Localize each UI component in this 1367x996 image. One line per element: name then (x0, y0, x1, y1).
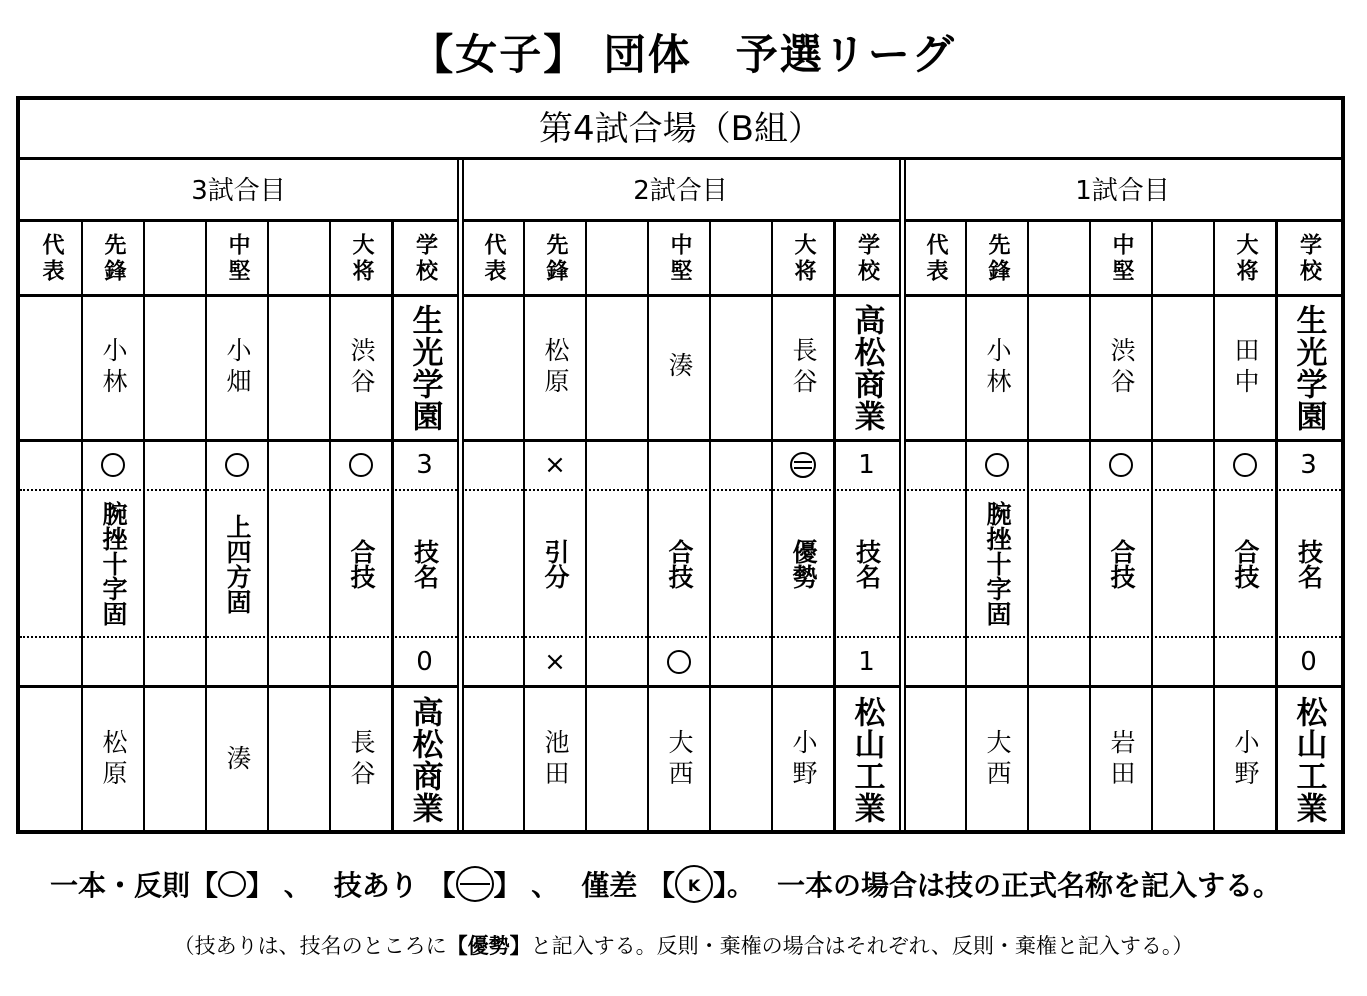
column-header-label: 大将 (791, 232, 816, 285)
note-before: （技ありは、技名のところに (173, 934, 447, 958)
result-ippon-icon (349, 453, 373, 477)
player-name: 大西 (665, 729, 694, 791)
technique-name: 腕挫十字固 (99, 501, 128, 626)
player-name: 池田 (541, 729, 570, 791)
score-cell (834, 440, 899, 490)
score-text: 1 (858, 646, 875, 677)
school-cell (392, 686, 457, 834)
grid-hline (462, 489, 899, 491)
technique-name: 合技 (1107, 538, 1136, 589)
legend-wazaari-close: 】 、 (493, 869, 560, 902)
grid-vline (205, 222, 207, 834)
result-ippon-icon (1233, 453, 1257, 477)
column-header-taisho (772, 222, 834, 295)
grid-vline (1089, 222, 1091, 834)
score-text: 3 (416, 450, 433, 480)
result-ippon-icon (985, 453, 1009, 477)
player-name: 小林 (983, 336, 1012, 399)
grid-vline (647, 222, 649, 834)
result-cell (206, 440, 268, 490)
result-cell (772, 440, 834, 490)
result-ippon-icon (101, 453, 125, 477)
grid-hline (904, 294, 1341, 297)
column-header-label: 学校 (1296, 232, 1322, 285)
school-cell (1276, 295, 1341, 440)
technique-name: 技名 (1294, 538, 1324, 589)
result-wazaari-icon (790, 452, 816, 478)
score-text: 3 (1300, 450, 1317, 480)
technique-cell (772, 490, 834, 637)
grid-hline (20, 636, 457, 638)
legend (50, 864, 1340, 904)
result-cell (330, 440, 392, 490)
column-header-senpo (82, 222, 144, 295)
player-name-cell (1214, 686, 1276, 834)
technique-name: 合技 (665, 538, 694, 589)
result-cell (524, 637, 586, 686)
column-header-label: 中堅 (667, 232, 692, 285)
player-name-cell (1090, 295, 1152, 440)
grid-hline (462, 294, 899, 297)
technique-name: 合技 (1231, 538, 1260, 589)
match-block (20, 163, 457, 834)
match-header: 3試合目 (20, 163, 457, 222)
player-name-cell (82, 686, 144, 834)
technique-cell (1090, 490, 1152, 637)
technique-name: 技名 (410, 538, 440, 589)
player-name-cell (1214, 295, 1276, 440)
school-cell (834, 295, 899, 440)
player-name: 長谷 (347, 729, 376, 791)
school-cell (392, 295, 457, 440)
grid-vline (1027, 222, 1029, 834)
school-name: 生光学園 (1290, 303, 1327, 432)
grid-vline (81, 222, 83, 834)
player-name-cell (648, 295, 710, 440)
score-cell (392, 440, 457, 490)
player-name: 長谷 (789, 336, 818, 399)
column-header-daihyo (904, 222, 966, 295)
technique-cell (206, 490, 268, 637)
legend-ippon-label: 一本・反則【 (50, 869, 219, 902)
grid-hline (20, 294, 457, 297)
player-name-cell (966, 295, 1028, 440)
column-header-daihyo (20, 222, 82, 295)
grid-hline (20, 685, 457, 688)
technique-cell (648, 490, 710, 637)
column-header-label: 先鋒 (985, 232, 1010, 285)
column-header-label: 代表 (39, 232, 64, 285)
ippon-circle-icon (218, 871, 246, 897)
grid-vline (523, 222, 525, 834)
school-cell (834, 686, 899, 834)
technique-name: 優勢 (789, 538, 818, 589)
school-name: 高松商業 (406, 696, 443, 824)
column-header-gakko (834, 222, 899, 295)
result-cell (1090, 440, 1152, 490)
result-cell (524, 440, 586, 490)
player-name-cell (206, 686, 268, 834)
note-after: と記入する。反則・棄権の場合はそれぞれ、反則・棄権と記入する。） (530, 934, 1194, 958)
player-name-cell (772, 686, 834, 834)
result-ippon-icon (667, 650, 691, 674)
footnote (0, 930, 1367, 960)
player-name: 松原 (541, 336, 570, 399)
technique-name: 合技 (347, 538, 376, 589)
player-name: 湊 (223, 744, 252, 776)
player-name-cell (330, 686, 392, 834)
page-title: 【女子】 団体 予選リーグ (411, 30, 956, 79)
technique-name: 技名 (852, 538, 882, 589)
column-header-senpo (966, 222, 1028, 295)
grid-vline (391, 222, 394, 834)
grid-vline (1213, 222, 1215, 834)
player-name-cell (82, 295, 144, 440)
player-name: 小野 (789, 729, 818, 791)
score-text: 1 (858, 450, 875, 480)
score-cell (834, 637, 899, 686)
player-name-cell (1090, 686, 1152, 834)
grid-vline (771, 222, 773, 834)
grid-vline (833, 222, 836, 834)
result-ippon-icon (225, 453, 249, 477)
school-cell (1276, 686, 1341, 834)
result-text: × (544, 450, 566, 480)
grid-vline (585, 222, 587, 834)
column-header-gakko (392, 222, 457, 295)
result-cell (966, 440, 1028, 490)
column-header-label: 中堅 (1109, 232, 1134, 285)
player-name-cell (206, 295, 268, 440)
column-header-chuken (1090, 222, 1152, 295)
score-cell (392, 637, 457, 686)
column-header-label: 代表 (481, 232, 506, 285)
technique-cell (966, 490, 1028, 637)
grid-hline (20, 489, 457, 491)
column-header-taisho (1214, 222, 1276, 295)
player-name-cell (648, 686, 710, 834)
player-name-cell (330, 295, 392, 440)
column-header-label: 学校 (854, 232, 880, 285)
technique-cell (524, 490, 586, 637)
score-text: 0 (416, 646, 433, 677)
grid-vline (1275, 222, 1278, 834)
column-header-senpo (524, 222, 586, 295)
grid-vline (267, 222, 269, 834)
player-name: 湊 (665, 352, 694, 383)
grid-hline (904, 439, 1341, 442)
school-name: 松山工業 (1290, 696, 1327, 824)
player-name: 岩田 (1107, 729, 1136, 791)
result-cell (82, 440, 144, 490)
player-name: 渋谷 (347, 336, 376, 399)
grid-vline (143, 222, 145, 834)
school-name: 生光学園 (406, 303, 443, 432)
technique-name: 上四方固 (223, 513, 252, 614)
column-header-chuken (206, 222, 268, 295)
score-text: 0 (1300, 646, 1317, 677)
bracket-board (16, 96, 1345, 834)
technique-name: 腕挫十字固 (983, 501, 1012, 626)
school-name: 高松商業 (848, 303, 885, 432)
column-header-taisho (330, 222, 392, 295)
legend-wazaari-label: 技あり 【 (333, 869, 456, 902)
legend-ippon-close: 】 、 (246, 869, 312, 902)
legend-rule: 一本の場合は技の正式名称を記入する。 (777, 869, 1282, 902)
player-name: 小野 (1231, 729, 1260, 791)
legend-yusa-label: 僅差 【 (581, 869, 676, 902)
grid-hline (462, 636, 899, 638)
column-header-label: 先鋒 (543, 232, 568, 285)
technique-cell (330, 490, 392, 637)
result-cell (1214, 440, 1276, 490)
grid-hline (904, 685, 1341, 688)
score-cell (1276, 637, 1341, 686)
column-header-label: 大将 (1233, 232, 1258, 285)
player-name: 大西 (983, 729, 1012, 791)
player-name-cell (524, 686, 586, 834)
technique-cell (392, 490, 457, 637)
grid-hline (462, 439, 899, 442)
column-header-daihyo (462, 222, 524, 295)
grid-vline (1151, 222, 1153, 834)
technique-cell (82, 490, 144, 637)
column-header-label: 学校 (412, 232, 438, 285)
yusa-k-circle-icon: K (675, 865, 713, 903)
player-name: 渋谷 (1107, 336, 1136, 399)
player-name-cell (966, 686, 1028, 834)
legend-yusa-close: 】。 (713, 869, 756, 902)
player-name-cell (524, 295, 586, 440)
grid-vline (965, 222, 967, 834)
note-bold: 【優勢】 (446, 934, 531, 958)
match-header: 1試合目 (904, 163, 1341, 222)
player-name: 松原 (99, 729, 128, 791)
column-header-gakko (1276, 222, 1341, 295)
grid-hline (904, 489, 1341, 491)
technique-cell (834, 490, 899, 637)
venue-title: 第4試合場（B組） (20, 100, 1341, 160)
wazaari-symbol-icon (456, 866, 494, 902)
school-name: 松山工業 (848, 696, 885, 824)
player-name: 小畑 (223, 336, 252, 399)
player-name: 小林 (99, 336, 128, 399)
result-cell (648, 637, 710, 686)
column-header-label: 代表 (923, 232, 948, 285)
column-header-chuken (648, 222, 710, 295)
result-cell (648, 440, 710, 490)
column-header-label: 中堅 (225, 232, 250, 285)
column-header-label: 大将 (349, 232, 374, 285)
player-name-cell (772, 295, 834, 440)
grid-vline (709, 222, 711, 834)
technique-name: 引分 (541, 538, 570, 589)
score-cell (1276, 440, 1341, 490)
result-text: × (544, 646, 566, 677)
technique-cell (1214, 490, 1276, 637)
grid-hline (20, 439, 457, 442)
result-ippon-icon (1109, 453, 1133, 477)
grid-vline (329, 222, 331, 834)
match-block (462, 163, 899, 834)
player-name: 田中 (1231, 336, 1260, 399)
grid-hline (904, 636, 1341, 638)
column-header-label: 先鋒 (101, 232, 126, 285)
match-header: 2試合目 (462, 163, 899, 222)
match-block (904, 163, 1341, 834)
technique-cell (1276, 490, 1341, 637)
grid-hline (462, 685, 899, 688)
